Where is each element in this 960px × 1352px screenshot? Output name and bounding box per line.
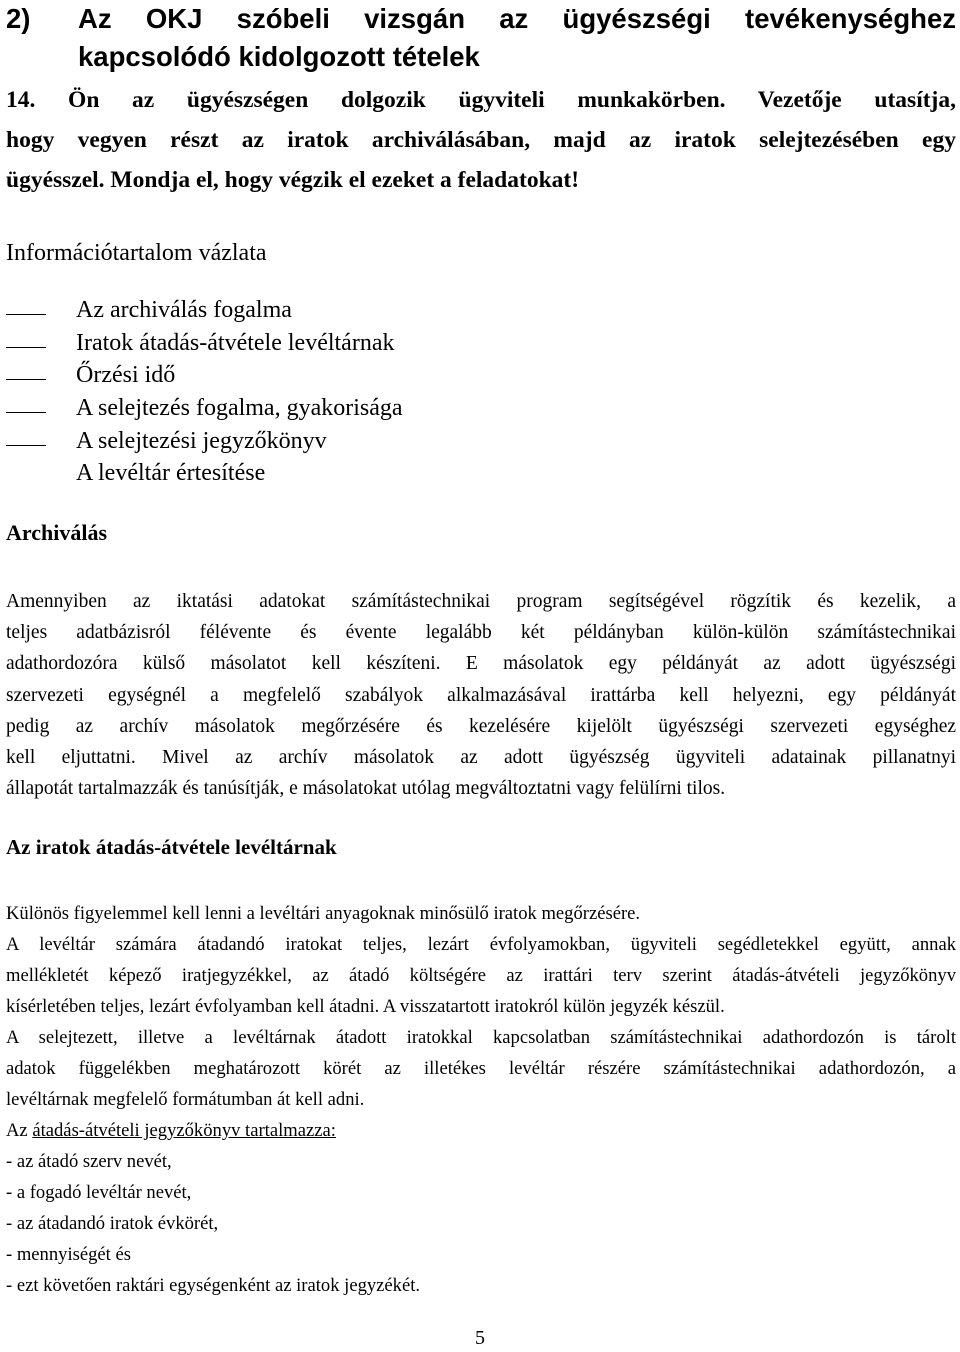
outline-item: A selejtezési jegyzőkönyv [6, 425, 606, 458]
text-line: levéltárnak megfelelő formátumban át kell adni. [6, 1089, 365, 1110]
protocol-item: - ezt követően raktári egységenként az iratok jegyzékét. [6, 1275, 421, 1296]
dash-icon [6, 314, 46, 315]
text-line: mellékletét képező iratjegyzékkel, az átadó költségére az irattári terv szerint átadás-átvételi jegyzőkönyv [6, 965, 956, 986]
outline-item: A selejtezés fogalma, gyakorisága [6, 392, 606, 425]
heading-number: 2) [6, 3, 31, 34]
heading-line-1: Az OKJ szóbeli vizsgán az ügyészségi tevékenységhez [78, 3, 956, 34]
outline-item: Az archiválás fogalma [6, 294, 606, 327]
question-line-1: 14. Ön az ügyészségen dolgozik ügyviteli munkakörben. Vezetője utasítja, [6, 87, 956, 113]
archiving-paragraph [6, 586, 956, 804]
dash-icon [6, 412, 46, 413]
text-line: A levéltár számára átadandó iratokat teljes, lezárt évfolyamokban, ügyviteli segédletekkel együtt, annak [6, 934, 956, 955]
text-line: pedig az archív másolatok megőrzésére és kezelésére kijelölt ügyészségi szervezeti egységhez [6, 715, 956, 737]
text-line: kell eljuttatni. Mivel az archív másolatok az adott ügyészség ügyviteli adatainak pillanatnyi [6, 747, 956, 769]
text-line: szervezeti egységnél a megfelelő szabályok alkalmazásával irattárba kell helyezni, egy példányát [6, 684, 956, 706]
transfer-section [6, 898, 956, 1301]
text-line: állapotát tartalmazzák és tanúsítják, e másolatokat utólag megváltoztatni vagy felülírni tilos. [6, 778, 726, 800]
outline-item: Őrzési idő [6, 359, 606, 392]
protocol-item: - a fogadó levéltár nevét, [6, 1182, 192, 1203]
section-title-transfer: Az iratok átadás-átvétele levéltárnak [6, 835, 337, 859]
text-line: teljes adatbázisról félévente és évente legalább két példányban külön-külön számítástechnikai [6, 622, 956, 644]
transfer-intro: Különös figyelemmel kell lenni a levéltári anyagoknak minősülő iratok megőrzésére. [6, 903, 641, 924]
dash-icon [6, 445, 46, 446]
outline-item: A levéltár értesítése [76, 460, 266, 487]
protocol-heading: Az átadás-átvételi jegyzőkönyv tartalmazza: [6, 1120, 336, 1141]
text-line: A selejtezett, illetve a levéltárnak átadott iratokkal kapcsolatban számítástechnikai adathordozón is tárolt [6, 1027, 956, 1048]
protocol-item: - mennyiségét és [6, 1244, 131, 1265]
question-line-2: hogy vegyen részt az iratok archiválásában, majd az iratok selejtezésében egy [6, 127, 956, 153]
protocol-item: - az átadandó iratok évkörét, [6, 1213, 219, 1234]
question-line-3: ügyésszel. Mondja el, hogy végzik el ezeket a feladatokat! [6, 167, 580, 193]
text-line: kísérletében teljes, lezárt évfolyamban kell átadni. A visszatartott iratokról külön jegyzék készül. [6, 996, 725, 1017]
protocol-label: átadás-átvételi jegyzőkönyv tartalmazza: [32, 1120, 336, 1141]
dash-icon [6, 379, 46, 380]
section-title-archiving: Archiválás [6, 520, 108, 545]
dash-icon [6, 347, 46, 348]
outline-list [6, 294, 606, 490]
protocol-item: - az átadó szerv nevét, [6, 1151, 172, 1172]
text-line: adatok függelékben meghatározott körét az illetékes levéltár részére számítástechnikai adathordozón, a [6, 1058, 956, 1079]
text-line: adathordozóra külső másolatot kell készíteni. E másolatok egy példányát az adott ügyészségi [6, 653, 956, 675]
outline-item: Iratok átadás-átvétele levéltárnak [6, 327, 606, 360]
page-number: 5 [475, 1327, 485, 1349]
text-line: Amennyiben az iktatási adatokat számítástechnikai program segítségével rögzítik és kezelik, a [6, 591, 956, 612]
document-heading [6, 0, 956, 76]
exam-question [6, 80, 956, 200]
outline-title: Információtartalom vázlata [6, 240, 267, 266]
heading-line-2: kapcsolódó kidolgozott tételek [78, 41, 480, 72]
